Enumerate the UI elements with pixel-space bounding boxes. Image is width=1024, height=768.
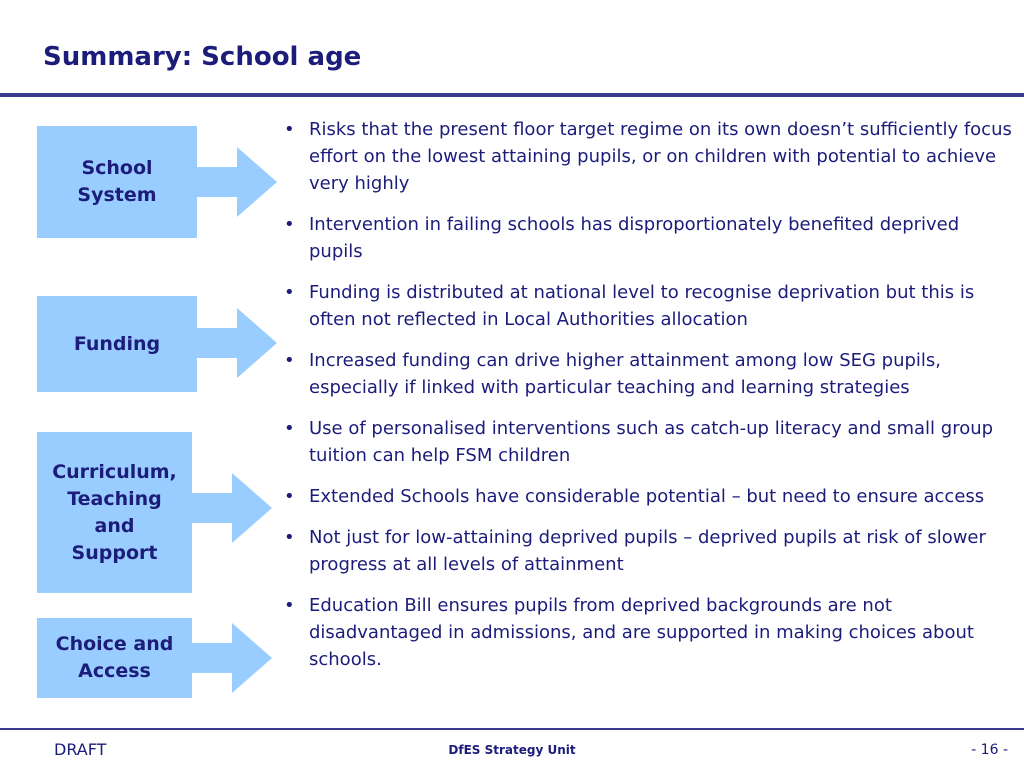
bullet-item [282,592,1014,673]
bullet-text: Funding is distributed at national level to recognise deprivation but this is often not reflected in Local Authorities allocation [309,282,975,330]
bullet-item [282,415,1014,469]
title-divider [0,93,1024,97]
bullet-icon: • [284,486,295,507]
bullet-item [282,483,1014,510]
category-box-funding [37,296,197,392]
page-number: - 16 - [971,742,1008,758]
slide-title: Summary: School age [43,42,362,72]
category-box-curriculum-teaching-support [37,432,192,593]
bullet-icon: • [284,214,295,235]
category-label-line: Choice and [55,633,174,655]
category-label-line: Support [71,541,158,564]
arrow-right-icon [197,147,277,217]
footer-divider [0,728,1024,730]
bullet-text: Extended Schools have considerable potential – but need to ensure access [309,486,985,507]
footer-organisation: DfES Strategy Unit [448,743,576,757]
category-box-school-system [37,126,197,238]
arrow-right-icon [197,308,277,378]
arrow-right-icon [192,473,272,543]
bullet-icon: • [284,282,295,303]
arrow-right-icon [192,623,272,693]
category-label-line: Access [78,660,151,682]
bullet-item [282,279,1014,333]
category-box-choice-and-access [37,618,192,698]
category-label-line: System [77,184,157,206]
bullet-icon: • [284,350,295,371]
bullet-item [282,524,1014,578]
bullet-text: Risks that the present floor target regime on its own doesn’t sufficiently focus effort on the lowest attaining pupils, or on children with potential to achieve very highly [309,119,1012,194]
bullet-icon: • [284,418,295,439]
bullet-item [282,211,1014,265]
category-label-line: Teaching [67,487,162,510]
bullet-text: Increased funding can drive higher attainment among low SEG pupils, especially if linked with particular teaching and learning strategies [309,350,942,398]
bullet-icon: • [284,527,295,548]
bullet-item [282,116,1014,197]
category-label-line: Funding [73,332,161,355]
bullet-icon: • [284,595,295,616]
bullet-text: Education Bill ensures pupils from deprived backgrounds are not disadvantaged in admissions, and are supported in making choices about schools. [309,595,974,670]
category-label-line: Curriculum, [52,460,177,483]
category-label-line: School [81,157,153,179]
category-label-line: and [94,514,135,537]
bullet-icon: • [284,119,295,140]
draft-label: DRAFT [54,740,107,759]
summary-bullet-list [282,116,1014,687]
bullet-item [282,347,1014,401]
bullet-text: Intervention in failing schools has disproportionately benefited deprived pupils [309,214,960,262]
bullet-text: Use of personalised interventions such as catch-up literacy and small group tuition can help FSM children [309,418,994,466]
bullet-text: Not just for low-attaining deprived pupils – deprived pupils at risk of slower progress at all levels of attainment [309,527,986,575]
